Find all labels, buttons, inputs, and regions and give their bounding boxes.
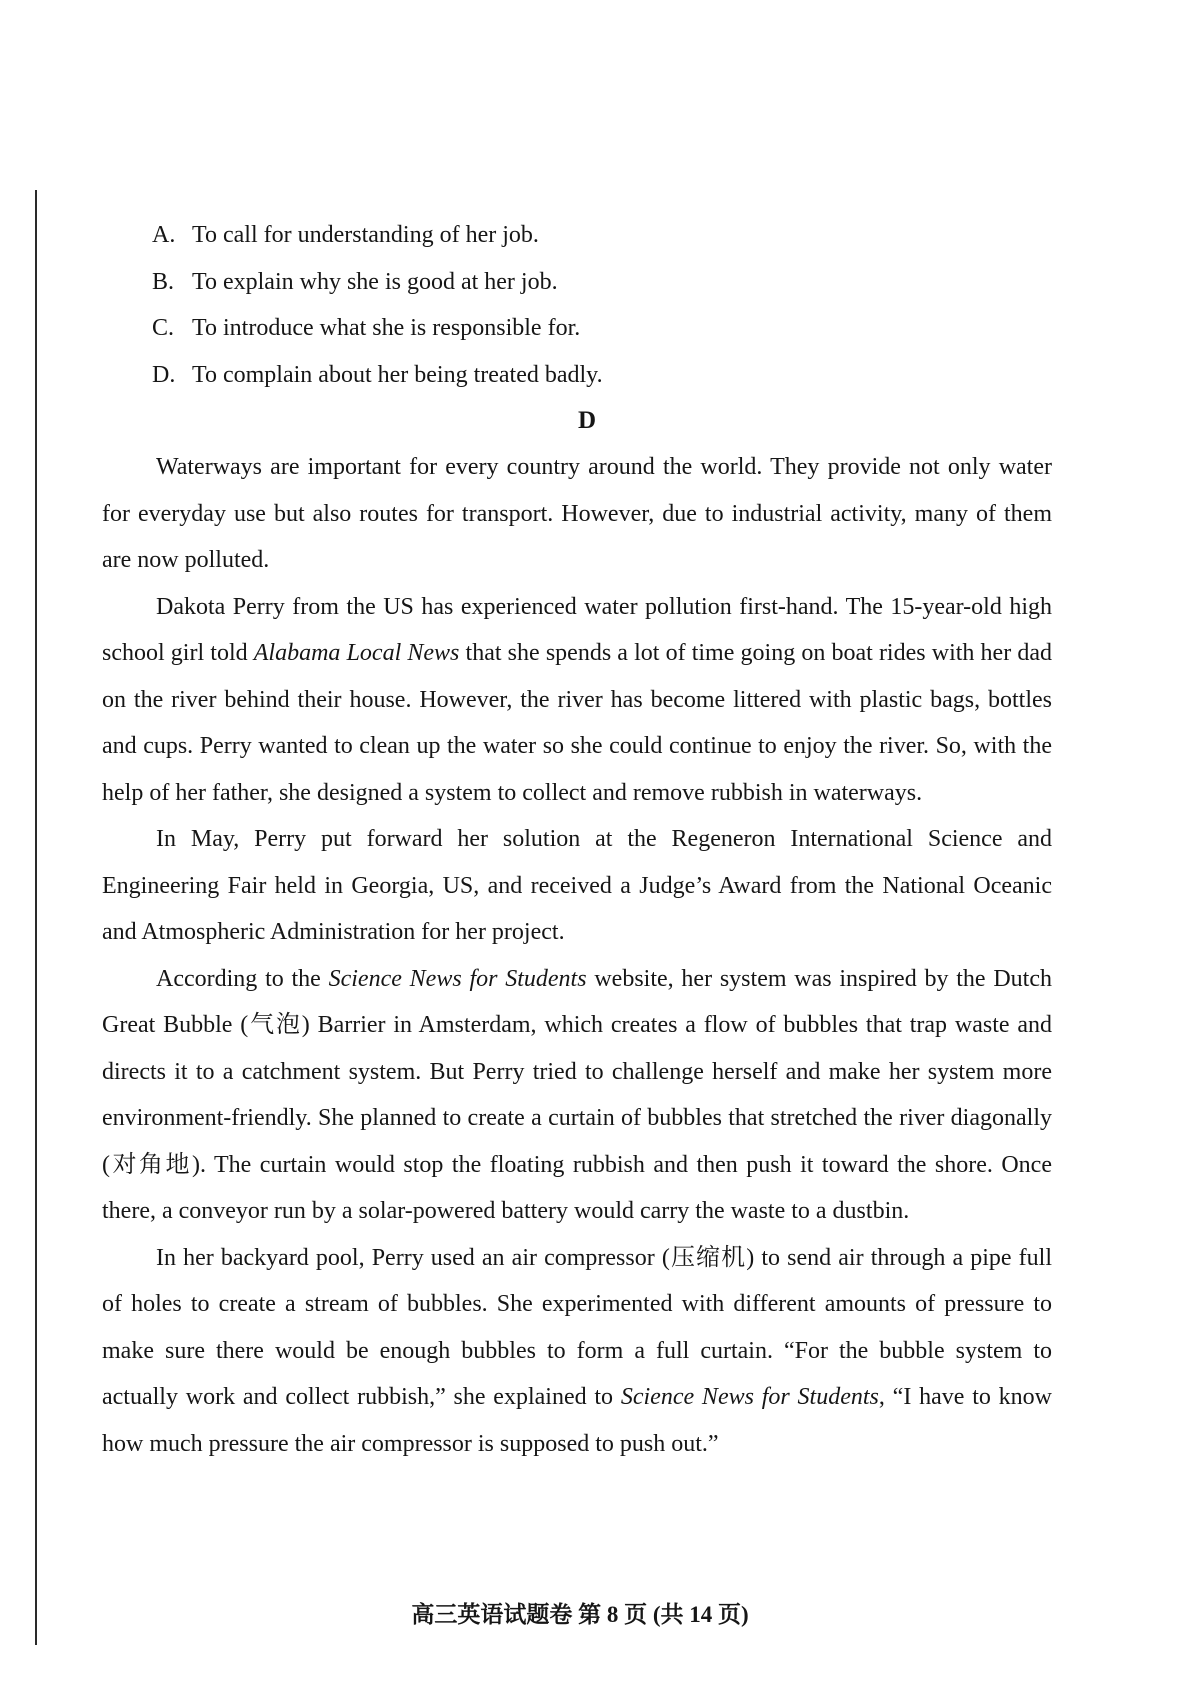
paragraph-text: , “I have to know how much pressure the air compressor is supposed to push out.”: [102, 1384, 1052, 1457]
page-footer: 高三英语试题卷 第 8 页 (共 14 页): [411, 1602, 749, 1627]
paragraph-text: Dakota Perry from the US has experienced water pollution first-hand. The 15-year-old high school girl told: [102, 593, 1052, 666]
paragraph-text: Waterways are important for every country around the world. They provide not only water for everyday use but also routes for transport. However, due to industrial activity, many of them are now polluted.: [102, 454, 1052, 573]
paragraph-4: [102, 956, 1052, 1235]
option-letter: D.: [152, 361, 176, 388]
paragraph-3: [102, 816, 1052, 956]
option-letter: A.: [152, 222, 176, 248]
paragraph-text: According to the: [156, 965, 329, 992]
left-margin-rule: [35, 190, 37, 1645]
option-text: To explain why she is good at her job.: [192, 268, 558, 295]
option-text: To complain about her being treated badly.: [192, 361, 603, 388]
answer-options: [152, 212, 1052, 398]
option-d: [152, 352, 1052, 399]
option-c: [152, 305, 1052, 352]
paragraph-5: [102, 1235, 1052, 1468]
option-text: To call for understanding of her job.: [192, 222, 539, 248]
option-b: [152, 259, 1052, 306]
option-a: [152, 212, 1052, 259]
paragraph-2: [102, 584, 1052, 817]
paragraph-1: [102, 444, 1052, 584]
publication-title: Science News for Students: [620, 1384, 879, 1410]
paragraph-text: In May, Perry put forward her solution at the Regeneron International Science and Engineering Fair held in Georgia, US, and received a Judge’s Award from the National Oceanic and Atmospheric Administration for her project.: [102, 826, 1052, 945]
section-heading: D: [577, 407, 597, 434]
paragraph-text: In her backyard pool, Perry used an air compressor (压缩机) to send air through a pipe full of holes to create a stream of bubbles. She experimented with different amounts of pressure to make sure there would be enough bubbles to form a full curtain. “For the bubble system to actually work and collect rubbish,” she explained to: [102, 1244, 1052, 1410]
paragraph-text: that she spends a lot of time going on boat rides with her dad on the river behind their house. However, the river has become littered with plastic bags, bottles and cups. Perry wanted to clean up the water so she could continue to enjoy the river. So, with the help of her father, she designed a system to collect and remove rubbish in waterways.: [102, 640, 1052, 806]
option-text: To introduce what she is responsible for.: [192, 315, 581, 341]
option-letter: C.: [152, 315, 175, 341]
publication-title: Alabama Local News: [253, 640, 460, 666]
option-letter: B.: [152, 268, 175, 295]
exam-page: [102, 212, 1052, 1467]
paragraph-text: website, her system was inspired by the Dutch Great Bubble (气泡) Barrier in Amsterdam, which creates a flow of bubbles that trap waste and directs it to a catchment system. But Perry tried to challenge herself and make her system more environment-friendly. She planned to create a curtain of bubbles that stretched the river diagonally (对角地). The curtain would stop the floating rubbish and then push it toward the shore. Once there, a conveyor run by a solar-powered battery would carry the waste to a dustbin.: [102, 965, 1052, 1224]
publication-title: Science News for Students: [328, 965, 587, 992]
